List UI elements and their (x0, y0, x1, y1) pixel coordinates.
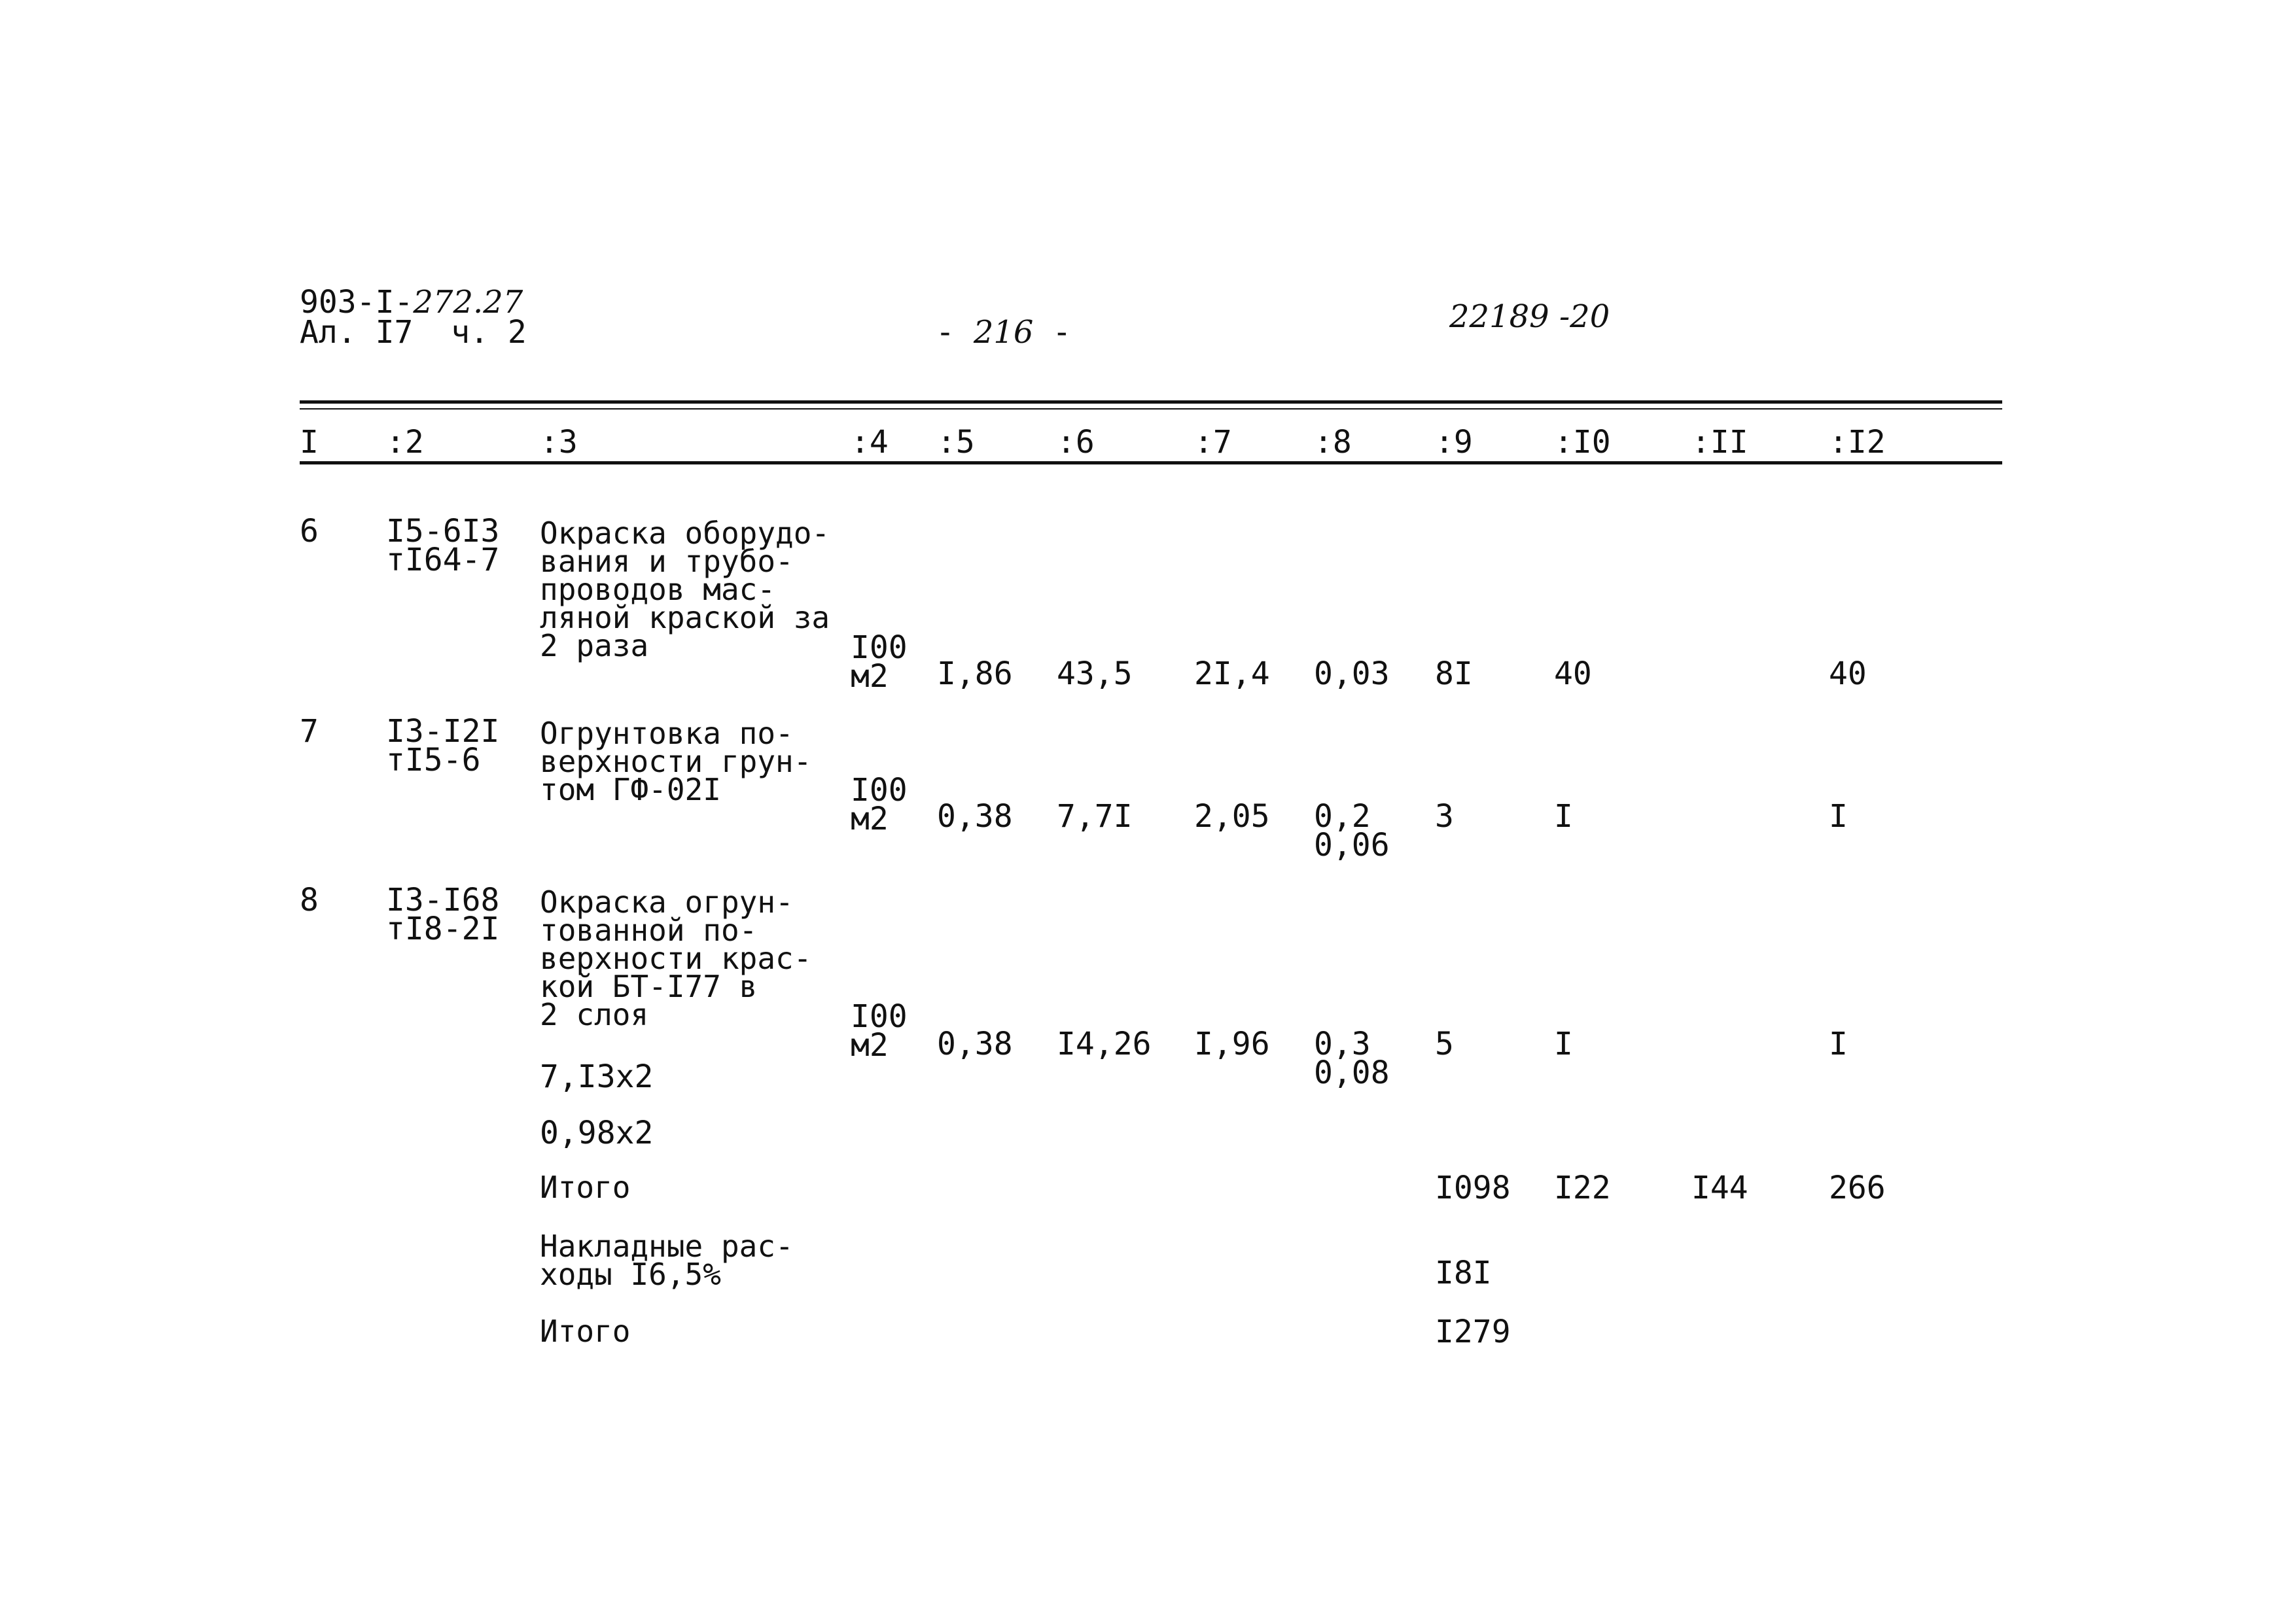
col-8-value: 0,2 0,06 (1314, 798, 1390, 864)
work-description: Окраска огрун- тованной по- верхности крас- кой БТ-I77 в 2 слоя (540, 884, 812, 1032)
quantity: 0,38 (937, 1026, 1013, 1062)
column-header-5: :5 (937, 424, 975, 461)
header-top-rule (300, 408, 2002, 410)
price-code: I3-I2I тI5-6 (386, 713, 500, 778)
document-code (300, 284, 523, 321)
column-header-8: :8 (1314, 424, 1352, 461)
col-9-value: 3 (1435, 798, 1454, 835)
column-header-1: I (300, 424, 319, 461)
registration-number: 22189 -20 (1449, 298, 1610, 335)
col-8-value: 0,03 (1314, 655, 1390, 692)
total-col-9: I098 (1435, 1170, 1511, 1206)
page-number: - 216 - (936, 314, 1072, 351)
unit: I00 м2 (851, 772, 908, 837)
col-9-value: 8I (1435, 655, 1473, 692)
column-header-2: :2 (386, 424, 424, 461)
col-10-value: I (1554, 1026, 1573, 1062)
document-code-handwritten: 272.27 (413, 284, 523, 321)
calculation-note: 7,I3x2 (540, 1058, 654, 1095)
total-col-12: 266 (1829, 1170, 1886, 1206)
overhead-col-9: I8I (1435, 1255, 1492, 1291)
grand-total-label: Итого (540, 1314, 631, 1349)
row-number: 8 (300, 882, 319, 918)
col-10-value: 40 (1554, 655, 1592, 692)
total-col-10: I22 (1554, 1170, 1611, 1206)
column-header-11: :II (1691, 424, 1748, 461)
quantity: I,86 (937, 655, 1013, 692)
column-header-9: :9 (1435, 424, 1473, 461)
table-top-rule (300, 400, 2002, 404)
col-10-value: I (1554, 798, 1573, 835)
col-12-value: 40 (1829, 655, 1867, 692)
row-number: 7 (300, 713, 319, 750)
header-bottom-rule (300, 461, 2002, 464)
total-col-11: I44 (1691, 1170, 1748, 1206)
col-7-value: 2,05 (1194, 798, 1270, 835)
col-7-value: 2I,4 (1194, 655, 1270, 692)
totals-label: Итого (540, 1170, 631, 1205)
calculation-note: 0,98x2 (540, 1115, 654, 1151)
work-description: Окраска оборудо- вания и трубо- проводов мас- ляной краской за 2 раза (540, 515, 830, 663)
col-6-value: I4,26 (1057, 1026, 1152, 1062)
overhead-label: Накладные рас- ходы I6,5% (540, 1229, 794, 1292)
col-8-value: 0,3 0,08 (1314, 1026, 1390, 1091)
work-description: Огрунтовка по- верхности грун- том ГФ-02I (540, 716, 812, 807)
column-header-3: :3 (540, 424, 578, 461)
price-code: I5-6I3 тI64-7 (386, 513, 500, 578)
column-header-6: :6 (1057, 424, 1095, 461)
column-header-4: :4 (851, 424, 889, 461)
col-6-value: 43,5 (1057, 655, 1133, 692)
document-code-printed: 903-I- (300, 284, 414, 321)
column-header-10: :I0 (1554, 424, 1611, 461)
col-12-value: I (1829, 798, 1848, 835)
album-part: Ал. I7 ч. 2 (300, 314, 527, 351)
grand-total-col-9: I279 (1435, 1314, 1511, 1350)
quantity: 0,38 (937, 798, 1013, 835)
col-12-value: I (1829, 1026, 1848, 1062)
unit: I00 м2 (851, 629, 908, 695)
unit: I00 м2 (851, 998, 908, 1064)
price-code: I3-I68 тI8-2I (386, 882, 500, 947)
col-6-value: 7,7I (1057, 798, 1133, 835)
col-9-value: 5 (1435, 1026, 1454, 1062)
page-number-value: 216 (973, 314, 1034, 351)
col-7-value: I,96 (1194, 1026, 1270, 1062)
row-number: 6 (300, 513, 319, 550)
column-header-7: :7 (1194, 424, 1232, 461)
column-header-12: :I2 (1829, 424, 1886, 461)
